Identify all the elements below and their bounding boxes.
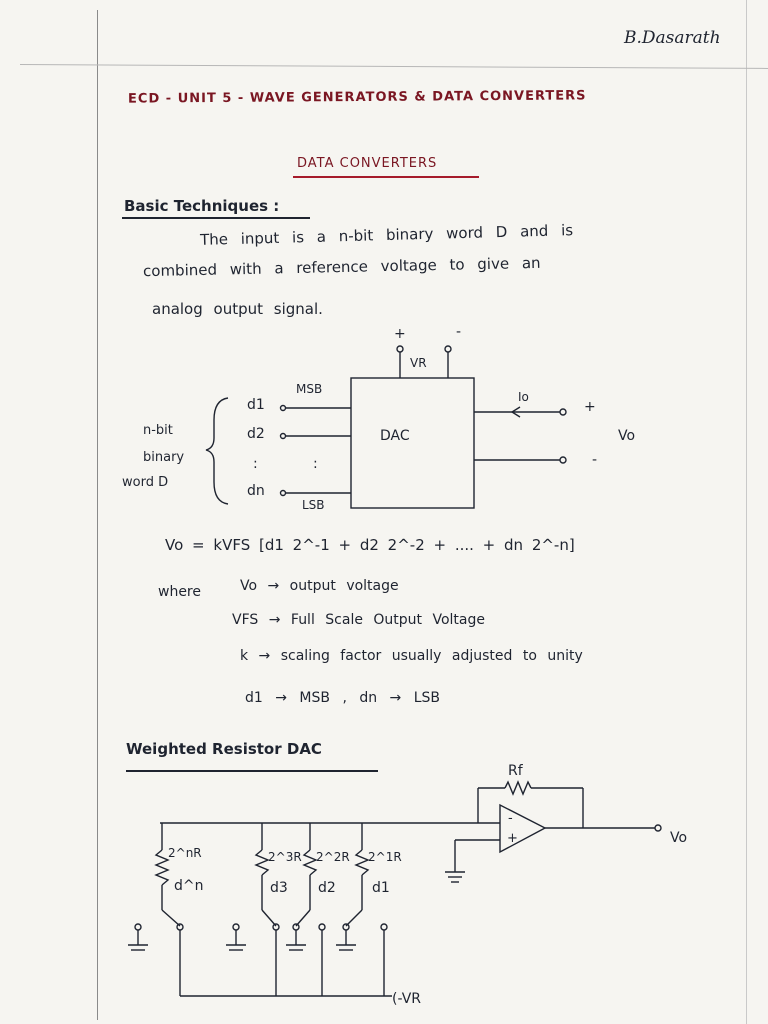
dac-equation: Vo = kVFS [d1 2^-1 + d2 2^-2 + .... + dn 2^-n]	[165, 536, 575, 554]
output-vo: Vo	[670, 830, 688, 846]
dac-label: DAC	[380, 428, 410, 444]
resistor-label-1: 2^1R	[368, 850, 402, 864]
msb-label: MSB	[296, 382, 323, 396]
opamp-minus: -	[508, 811, 513, 826]
brace-label-2: binary	[143, 450, 185, 465]
page-title: ECD - UNIT 5 - WAVE GENERATORS & DATA CONVERTERS	[127, 88, 587, 107]
switch-label-2: d2	[318, 880, 336, 896]
out-plus: +	[584, 399, 596, 415]
bit-dots: :	[253, 456, 258, 472]
rf-label: Rf	[508, 763, 523, 779]
vr-label: VR	[410, 356, 427, 370]
subheading: Basic Techniques :	[124, 197, 280, 215]
def-vo: Vo → output voltage	[240, 578, 399, 594]
out-minus: -	[592, 452, 598, 468]
line-dots: :	[313, 456, 318, 472]
resistor-label-n: 2^nR	[168, 846, 202, 860]
brace-label-3: word D	[122, 475, 169, 490]
brace-label-1: n-bit	[143, 423, 173, 438]
where-label: where	[158, 584, 201, 600]
vr-plus: +	[394, 326, 406, 342]
paragraph-line-2: combined with a reference voltage to give an	[142, 253, 541, 281]
switch-label-1: d1	[372, 880, 390, 896]
opamp-plus: +	[507, 831, 518, 846]
section-heading: DATA CONVERTERS	[297, 156, 438, 171]
resistor-label-3: 2^3R	[268, 850, 302, 864]
def-k: k → scaling factor usually adjusted to unity	[240, 648, 583, 664]
weighted-heading: Weighted Resistor DAC	[126, 740, 322, 758]
author-name: B.Dasarath	[624, 28, 721, 48]
vo-label: Vo	[618, 428, 636, 444]
bit-dn: dn	[247, 483, 265, 499]
resistor-label-2: 2^2R	[316, 850, 350, 864]
paragraph-line-1: The input is a n-bit binary word D and is	[199, 221, 574, 249]
bit-d1: d1	[247, 397, 265, 413]
bit-d2: d2	[247, 426, 265, 442]
io-label: Io	[518, 390, 529, 404]
def-bits: d1 → MSB , dn → LSB	[245, 690, 441, 706]
lsb-label: LSB	[302, 498, 325, 512]
reference-voltage-label: (-VR	[392, 991, 421, 1007]
def-vfs: VFS → Full Scale Output Voltage	[232, 612, 486, 628]
switch-label-3: d3	[270, 880, 288, 896]
vr-minus: -	[456, 324, 462, 340]
switch-label-n: d^n	[174, 878, 204, 894]
paragraph-line-3: analog output signal.	[152, 300, 323, 318]
